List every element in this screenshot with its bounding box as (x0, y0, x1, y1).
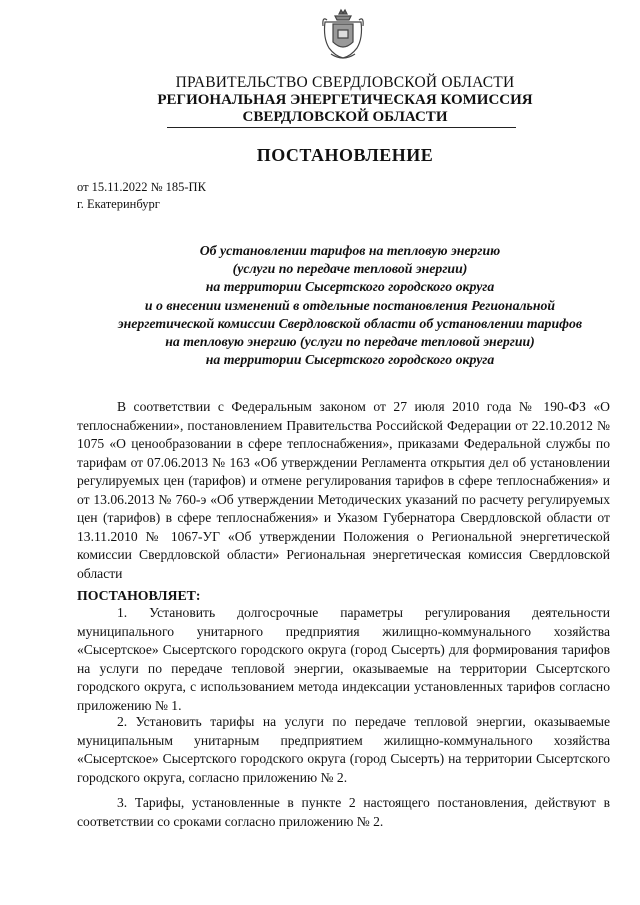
subject-line: энергетической комиссии Свердловской области об установлении тарифов (117, 315, 583, 331)
coat-of-arms-emblem (319, 8, 367, 64)
resolution-item: 3. Тарифы, установленные в пункте 2 настоящего постановления, действуют в соответствии со сроками согласно приложению № 2. (77, 795, 610, 829)
document-subject (70, 242, 630, 369)
resolution-item: 2. Установить тарифы на услуги по передаче тепловой энергии, оказываемые муниципальным унитарным предприятием жилищно-коммунального хозяйства «Сысертское» Сысертского городского округа (город Сысерть) на территории Сысертского городского округа, согласно приложению № 2. (77, 714, 610, 785)
document-type-heading: ПОСТАНОВЛЕНИЕ (256, 145, 434, 165)
document-date-number: от 15.11.2022 № 185-ПК (77, 180, 206, 194)
resolves-heading: ПОСТАНОВЛЯЕТ: (77, 588, 201, 603)
header-divider (167, 127, 516, 128)
government-title: ПРАВИТЕЛЬСТВО СВЕРДЛОВСКОЙ ОБЛАСТИ (175, 74, 515, 91)
subject-line: на тепловую энергию (услуги по передаче тепловой энергии) (165, 334, 535, 350)
subject-line: (услуги по передаче тепловой энергии) (232, 261, 468, 277)
document-city: г. Екатеринбург (77, 197, 160, 211)
subject-line: Об установлении тарифов на тепловую энергию (199, 243, 501, 258)
resolution-item: 1. Установить долгосрочные параметры регулирования деятельности муниципального унитарного предприятия жилищно-коммунального хозяйства «Сысертское» Сысертского городского округа (город Сысерть) для формирования тарифов на услуги по передаче тепловой энергии, оказываемые на территории Сысертского городского округа, с использованием метода индексации установленных тарифов согласно приложению № 1. (77, 605, 610, 713)
preamble-paragraph: В соответствии с Федеральным законом от 27 июля 2010 года № 190-ФЗ «О теплоснабжении», постановлением Правительства Российской Федерации от 22.10.2012 № 1075 «О ценообразовании в сфере теплоснабжения», приказами Федеральной службы по тарифам от 07.06.2013 № 163 «Об утверждении Регламента открытия дел об установлении регулируемых цен (тарифов) и отмене регулирования тарифов в сфере теплоснабжения» и от 13.06.2013 № 760-э «Об утверждении Методических указаний по расчету регулируемых цен (тарифов) в сфере теплоснабжения» и Указом Губернатора Свердловской области от 13.11.2010 № 1067-УГ «Об утверждении Положения о Региональной энергетической комиссии Свердловской области» Региональная энергетическая комиссия Свердловской области (77, 399, 610, 581)
region-title: СВЕРДЛОВСКОЙ ОБЛАСТИ (242, 109, 448, 125)
commission-title: РЕГИОНАЛЬНАЯ ЭНЕРГЕТИЧЕСКАЯ КОМИССИЯ (157, 92, 533, 108)
subject-line: на территории Сысертского городского округа (205, 352, 495, 368)
subject-line: на территории Сысертского городского округа (205, 279, 495, 295)
subject-line: и о внесении изменений в отдельные постановления Региональной (144, 297, 556, 313)
